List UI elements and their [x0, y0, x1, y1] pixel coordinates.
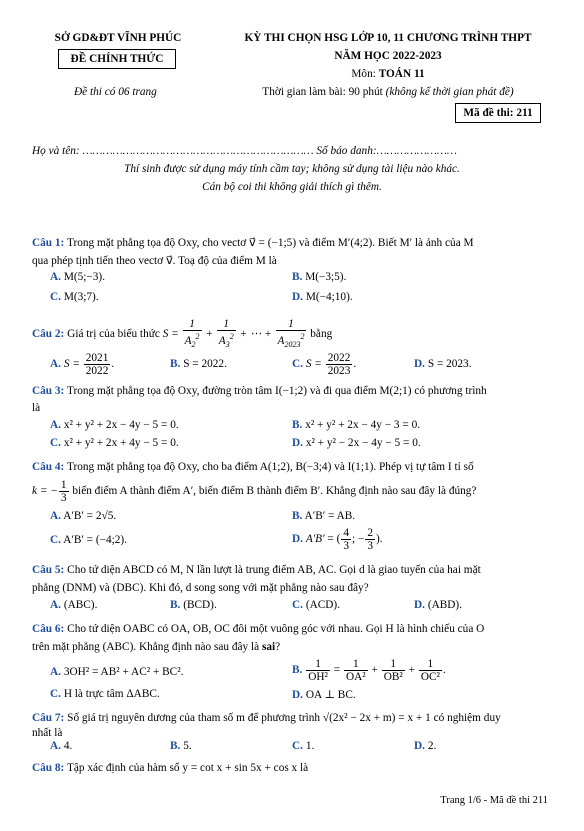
q3-option-c[interactable]: C. x² + y² + 2x + 4y − 5 = 0.: [50, 437, 179, 449]
question-text: phẳng (DNM) và (DBC). Khi đó, d song song với mặt phẳng nào sau đây?: [32, 582, 369, 594]
question-label: Câu 2:: [32, 328, 65, 341]
question-text: Cho tứ diện OABC có OA, OB, OC đôi một vuông góc với nhau. Gọi H là hình chiếu của O: [67, 623, 485, 635]
question-5: [32, 562, 552, 578]
q6-option-c[interactable]: C. H là trực tâm ΔABC.: [50, 688, 160, 700]
question-text: Trong mặt phẳng tọa độ Oxy, đường tròn tâm I(−1;2) và đi qua điểm M(2;1) có phương trình: [66, 385, 487, 397]
question-text: nhất là: [32, 727, 63, 739]
question-label: Câu 7:: [32, 712, 65, 724]
official-label: ĐỀ CHÍNH THỨC: [58, 49, 176, 69]
question-label: Câu 1:: [32, 237, 65, 249]
question-6-cont: trên mặt phẳng (ABC). Khẳng định nào sau đây là sai?: [32, 641, 281, 653]
q4-option-d[interactable]: D. A′B′ = ( $\frac{4}{3}$ ; − $\frac{2}{3}$ ).: [292, 527, 383, 552]
q7-option-c[interactable]: C. 1.: [292, 740, 315, 752]
proctor-note: Cán bộ coi thi không giải thích gì thêm.: [202, 181, 382, 193]
question-8: [32, 760, 552, 776]
q1-option-d[interactable]: D. M(−4;10).: [292, 291, 353, 303]
question-text: Cho tứ diện ABCD có M, N lần lượt là trung điểm AB, AC. Gọi d là giao tuyến của hai mặt: [67, 564, 481, 576]
question-text: là: [32, 402, 41, 414]
q4-option-b[interactable]: B. A′B′ = AB.: [292, 510, 356, 522]
time-label: Thời gian làm bài: 90 phút: [262, 86, 383, 98]
subject-name: TOÁN 11: [378, 68, 425, 80]
question-label: Câu 3:: [32, 385, 65, 397]
candidate-name-line: Họ và tên: …………………………………………………………… Số báo danh:……………………: [32, 145, 457, 157]
question-label: Câu 8:: [32, 762, 65, 774]
q1-option-a[interactable]: A. M(5;−3).: [50, 271, 106, 283]
question-text: biến điểm A thành điểm A′, biến điểm B thành điểm B′. Khẳng định nào sau đây là đúng?: [72, 485, 477, 497]
q3-option-b[interactable]: B. x² + y² + 2x − 4y − 3 = 0.: [292, 419, 421, 431]
subject-label: Môn:: [351, 68, 376, 80]
question-text: Số giá trị nguyên dương của tham số m để phương trình √(2x² − 2x + m) = x + 1 có nghiệm duy: [67, 712, 501, 724]
pages-note: Đề thi có 06 trang: [74, 86, 157, 98]
question-4: [32, 459, 552, 475]
question-text: Trong mặt phẳng tọa độ Oxy, cho vectơ v⃗ = (−1;5) và điểm M′(4;2). Biết M′ là ảnh của M: [66, 237, 474, 249]
question-label: Câu 4:: [32, 461, 65, 473]
question-2: [32, 318, 552, 351]
q7-option-b[interactable]: B. 5.: [170, 740, 192, 752]
q6-option-d[interactable]: D. OA ⊥ BC.: [292, 689, 356, 701]
question-3: [32, 383, 552, 399]
department-name: SỞ GD&ĐT VĨNH PHÚC: [54, 32, 182, 44]
question-label: Câu 6:: [32, 623, 65, 635]
q5-option-c[interactable]: C. (ACD).: [292, 599, 341, 611]
question-label: Câu 5:: [32, 564, 65, 576]
question-1-cont: [32, 253, 552, 269]
q2-option-a[interactable]: A. S = $\frac{2021}{2022}$ .: [50, 352, 115, 377]
q7-option-d[interactable]: D. 2.: [414, 740, 437, 752]
q3-option-a[interactable]: A. x² + y² + 2x − 4y − 5 = 0.: [50, 419, 179, 431]
question-3-cont: [32, 400, 552, 416]
emphasis-word: sai: [261, 641, 276, 653]
q2-option-d[interactable]: D. S = 2023.: [414, 358, 472, 370]
sum-expression: S = $\frac{1}{A_2^2}$ + $\frac{1}{A_3^2}$ + ⋯ + $\frac{1}{A_{2023}^2}$: [162, 318, 305, 350]
rule-note: Thí sinh được sử dụng máy tính cầm tay; không sử dụng tài liệu nào khác.: [124, 163, 460, 175]
q5-option-b[interactable]: B. (BCD).: [170, 599, 217, 611]
question-text: Tập xác định của hàm số y = cot x + sin 5x + cos x là: [66, 762, 309, 774]
question-5-cont: [32, 580, 552, 596]
question-text-tail: bằng: [310, 328, 333, 341]
question-7-cont: [32, 725, 552, 741]
time-line: [218, 86, 558, 98]
subject-line: [218, 68, 558, 80]
q3-option-d[interactable]: D. x² + y² − 2x − 4y − 5 = 0.: [292, 437, 421, 449]
q7-option-a[interactable]: A. 4.: [50, 740, 73, 752]
question-text: Trong mặt phẳng tọa độ Oxy, cho ba điểm A(1;2), B(−3;4) và I(1;1). Phép vị tự tâm I tỉ số: [66, 461, 474, 473]
q2-option-c[interactable]: C. S = $\frac{2022}{2023}$ .: [292, 352, 357, 377]
time-note: (không kể thời gian phát đề): [385, 86, 514, 98]
q6-option-b[interactable]: B. $\frac{1}{\text{OH²}}$ = $\frac{1}{\text{OA²}}$ + $\frac{1}{\text{OB²}}$ + $\frac{1}{\text{OC²}}$ .: [292, 658, 446, 683]
q5-option-d[interactable]: D. (ABD).: [414, 599, 463, 611]
exam-title: KỲ THI CHỌN HSG LỚP 10, 11 CHƯƠNG TRÌNH THPT: [244, 32, 532, 44]
q1-option-c[interactable]: C. M(3;7).: [50, 291, 99, 303]
q5-option-a[interactable]: A. (ABC).: [50, 599, 98, 611]
question-1: [32, 235, 552, 251]
question-7: [32, 710, 552, 726]
school-year: NĂM HỌC 2022-2023: [334, 50, 442, 62]
page-footer: Trang 1/6 - Mã đề thi 211: [440, 795, 548, 806]
exam-code: Mã đề thi: 211: [455, 103, 541, 123]
q4-option-a[interactable]: A. A′B′ = 2√5.: [50, 510, 117, 522]
q6-option-a[interactable]: A. 3OH² = AB² + AC² + BC².: [50, 666, 184, 678]
question-text: qua phép tịnh tiến theo vectơ v⃗. Toạ độ của điểm M là: [32, 255, 277, 267]
q4-option-c[interactable]: C. A′B′ = (−4;2).: [50, 534, 127, 546]
question-text: Giá trị của biểu thức: [67, 328, 160, 341]
question-6: [32, 621, 552, 637]
question-4-cont: k = − $\frac{1}{3}$ biến điểm A thành điểm A′, biến điểm B thành điểm B′. Khẳng định nào sau đây là đúng?: [32, 478, 477, 504]
q1-option-b[interactable]: B. M(−3;5).: [292, 271, 347, 283]
q2-option-b[interactable]: B. S = 2022.: [170, 358, 227, 370]
